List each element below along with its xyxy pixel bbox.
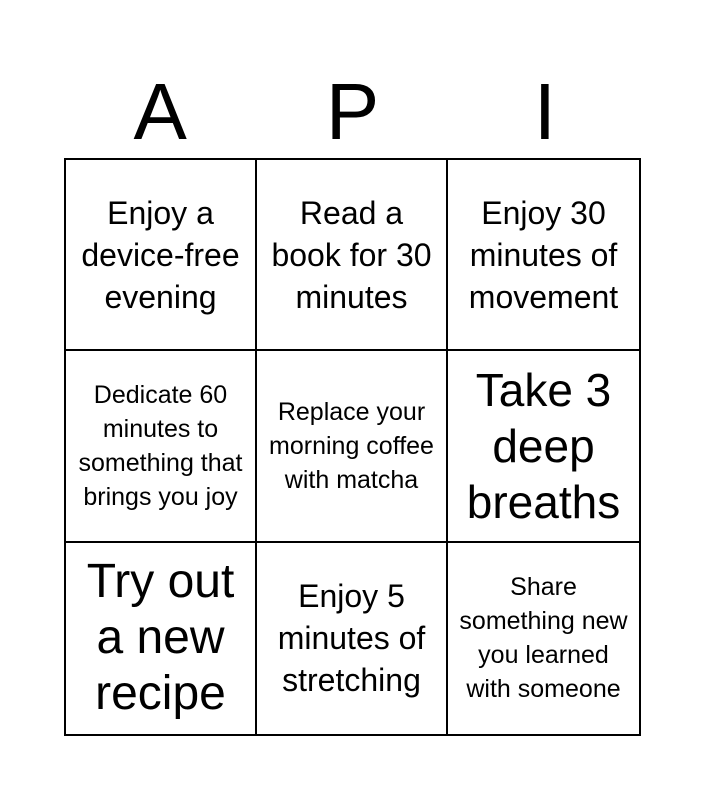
bingo-cell-3[interactable] (448, 160, 639, 351)
bingo-cell-text: Enjoy 30 minutes of movement (468, 194, 619, 315)
bingo-cell-8[interactable] (257, 543, 448, 734)
bingo-cell-2[interactable] (257, 160, 448, 351)
bingo-cell-text: Enjoy 5 minutes of stretching (277, 578, 426, 699)
bingo-cell-text: Take 3 deep breaths (466, 363, 621, 528)
bingo-cell-5[interactable] (257, 351, 448, 542)
bingo-cell-text: Read a book for 30 minutes (271, 194, 432, 315)
bingo-cell-text: Try out a new recipe (86, 555, 235, 721)
header-letter-p: P (325, 67, 380, 156)
bingo-cell-1[interactable] (66, 160, 257, 351)
bingo-cell-text: Dedicate 60 minutes to something that brings you joy (78, 380, 243, 511)
bingo-cell-6[interactable] (448, 351, 639, 542)
bingo-cell-4[interactable] (66, 351, 257, 542)
bingo-cell-text: Enjoy a device-free evening (81, 194, 240, 315)
header-letter-a: A (133, 67, 187, 156)
bingo-header (64, 68, 641, 156)
header-letter-i: I (533, 67, 556, 156)
bingo-cell-7[interactable] (66, 543, 257, 734)
bingo-cell-text: Share something new you learned with someone (459, 573, 628, 704)
bingo-board (64, 158, 641, 736)
bingo-cell-9[interactable] (448, 543, 639, 734)
bingo-cell-text: Replace your morning coffee with matcha (269, 397, 434, 494)
